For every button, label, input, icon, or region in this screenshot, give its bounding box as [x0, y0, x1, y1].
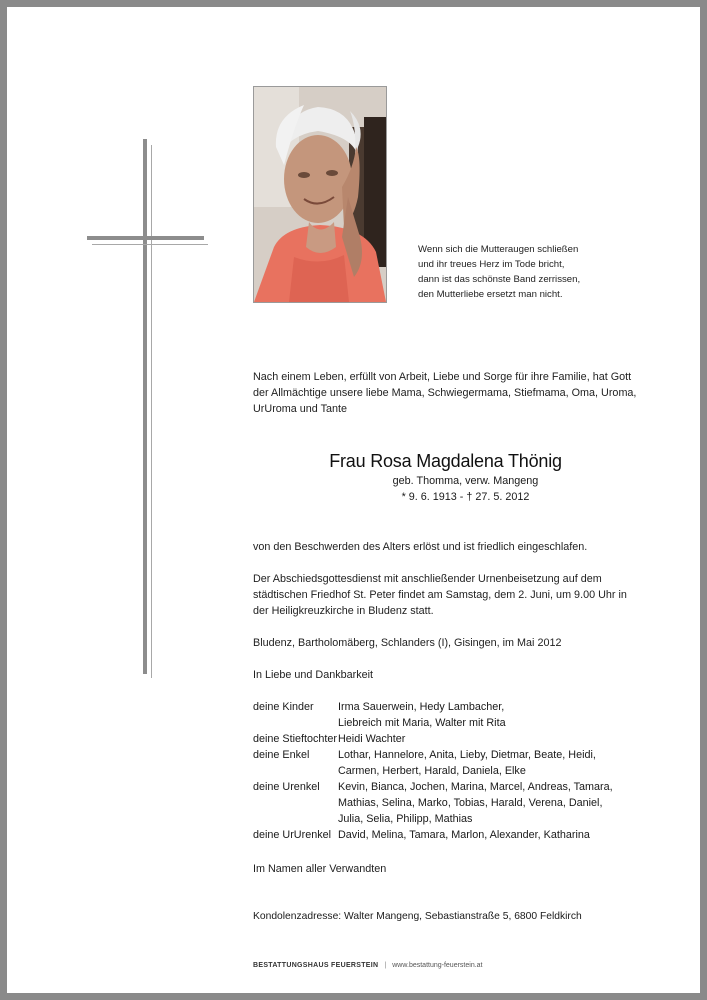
family-role: deine UrUrenkel	[253, 829, 332, 841]
family-names-line: Liebreich mit Maria, Walter mit Rita	[338, 717, 506, 729]
deceased-block	[253, 449, 638, 505]
poem-line: den Mutterliebe ersetzt man nicht.	[418, 289, 563, 300]
family-row	[253, 747, 638, 779]
love-gratitude-line: In Liebe und Dankbarkeit	[253, 669, 374, 681]
condolence-address: Kondolenzadresse: Walter Mangeng, Sebastianstraße 5, 6800 Feldkirch	[253, 911, 582, 922]
family-role: deine Urenkel	[253, 781, 320, 793]
intro-paragraph: Nach einem Leben, erfüllt von Arbeit, Liebe und Sorge für ihre Familie, hat Gott der Allmächtige unsere liebe Mama, Schwiegermama, Stiefmama, Oma, Uroma, UrUroma und Tante	[253, 371, 637, 415]
family-role: deine Stieftochter	[253, 733, 338, 745]
cross-horizontal-beam	[87, 236, 204, 240]
family-names-line: Kevin, Bianca, Jochen, Marina, Marcel, Andreas, Tamara,	[338, 781, 613, 793]
family-names	[338, 699, 638, 731]
family-names-line: Mathias, Selina, Marko, Tobias, Harald, Verena, Daniel,	[338, 797, 603, 809]
family-names-line: Lothar, Hannelore, Anita, Lieby, Dietmar, Beate, Heidi,	[338, 749, 596, 761]
cross-vertical-shadow	[151, 145, 152, 678]
funeral-home-name: BESTATTUNGSHAUS FEUERSTEIN	[253, 962, 379, 969]
footer-separator: |	[384, 962, 387, 969]
family-names-line: Heidi Wachter	[338, 733, 406, 745]
deceased-name: Frau Rosa Magdalena Thönig	[329, 451, 562, 471]
on-behalf-line: Im Namen aller Verwandten	[253, 863, 387, 875]
family-role: deine Kinder	[253, 701, 314, 713]
funeral-home-url[interactable]: www.bestattung-feuerstein.at	[392, 962, 483, 969]
cross-vertical-beam	[143, 139, 147, 674]
footer	[253, 961, 483, 971]
family-row	[253, 731, 638, 747]
family-row	[253, 699, 638, 731]
life-dates: * 9. 6. 1913 - † 27. 5. 2012	[401, 491, 530, 503]
cross-horizontal-shadow	[92, 244, 208, 245]
poem-line: dann ist das schönste Band zerrissen,	[418, 274, 581, 285]
family-role: deine Enkel	[253, 749, 310, 761]
family-names	[338, 827, 638, 843]
family-names	[338, 779, 638, 827]
portrait-illustration	[254, 87, 386, 302]
poem-line: Wenn sich die Mutteraugen schließen	[418, 244, 579, 255]
family-names-line: Irma Sauerwein, Hedy Lambacher,	[338, 701, 505, 713]
place-date-line: Bludenz, Bartholomäberg, Schlanders (I), Gisingen, im Mai 2012	[253, 637, 562, 649]
family-row	[253, 827, 638, 843]
poem	[418, 242, 638, 302]
birth-names: geb. Thomma, verw. Mangeng	[392, 475, 539, 487]
family-list	[253, 699, 638, 843]
family-names-line: David, Melina, Tamara, Marlon, Alexander, Katharina	[338, 829, 590, 841]
family-names-line: Julia, Selia, Philipp, Mathias	[338, 813, 473, 825]
family-names-line: Carmen, Herbert, Harald, Daniela, Elke	[338, 765, 526, 777]
poem-line: und ihr treues Herz im Tode bricht,	[418, 259, 565, 270]
funeral-service-paragraph: Der Abschiedsgottesdienst mit anschließender Urnenbeisetzung auf dem städtischen Friedhof St. Peter findet am Samstag, dem 2. Juni, um 9.00 Uhr in der Heiligkreuzkirche in Bludenz statt.	[253, 573, 627, 617]
family-names	[338, 747, 638, 779]
family-row	[253, 779, 638, 827]
family-names	[338, 731, 638, 747]
passing-paragraph: von den Beschwerden des Alters erlöst und ist friedlich eingeschlafen.	[253, 541, 588, 553]
portrait-photo	[253, 86, 387, 303]
